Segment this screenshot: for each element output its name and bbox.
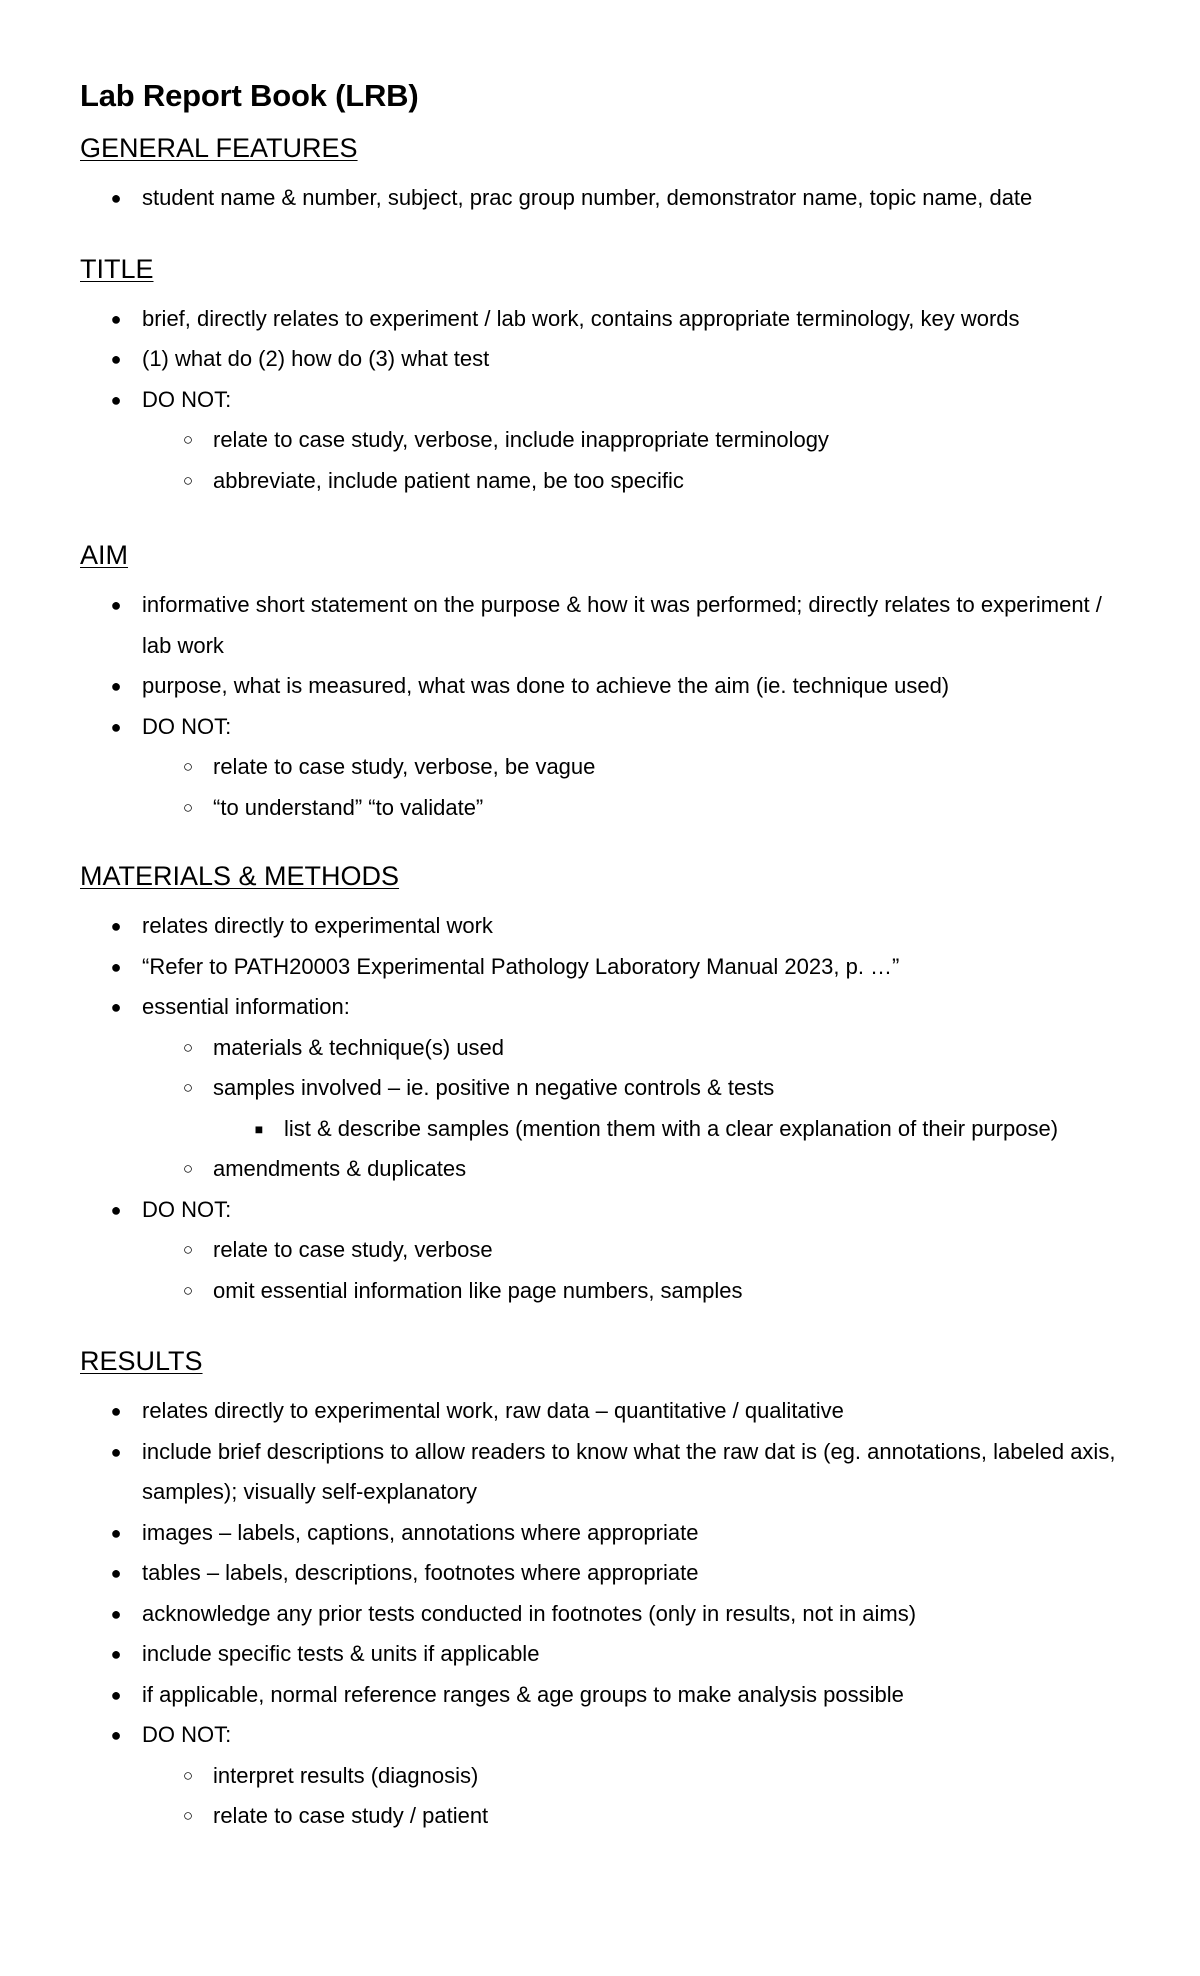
list-item: ○ samples involved – ie. positive n negative controls & tests ■ list & describe samples (mention them with a clear explanation of their purpose) [142, 1068, 1120, 1149]
list-item: ● essential information: ○ materials & technique(s) used ○ samples involved – ie. positive n negative controls & tests ■ list & describe samples (mention them with a clear explanation of their purpose) ○ amendments & duplicates [80, 987, 1120, 1190]
aim-list [80, 585, 1120, 828]
title-list [80, 299, 1120, 502]
bullet-icon: ● [110, 1725, 122, 1745]
hollow-bullet-icon: ○ [182, 1078, 194, 1097]
list-item: ○ relate to case study, verbose [142, 1230, 1120, 1271]
hollow-bullet-icon: ○ [182, 430, 194, 449]
list-item: ● images – labels, captions, annotations where appropriate [80, 1513, 1120, 1554]
hollow-bullet-icon: ○ [182, 1765, 194, 1785]
bullet-icon: ● [110, 389, 122, 410]
list-item: ■ list & describe samples (mention them with a clear explanation of their purpose) [213, 1109, 1120, 1150]
bullet-icon: ● [110, 188, 122, 208]
list-item: ○ abbreviate, include patient name, be too specific [142, 461, 1120, 502]
section-heading-aim: AIM [80, 540, 129, 570]
hollow-bullet-icon: ○ [182, 757, 194, 776]
hollow-bullet-icon: ○ [182, 1037, 194, 1057]
materials-methods-list [80, 906, 1120, 1311]
hollow-bullet-icon: ○ [182, 1806, 194, 1825]
results-list [80, 1391, 1120, 1837]
bullet-icon: ● [110, 1401, 122, 1421]
bullet-icon: ● [110, 1199, 122, 1220]
list-item: ● purpose, what is measured, what was done to achieve the aim (ie. technique used) [80, 666, 1120, 707]
list-item: ○ omit essential information like page numbers, samples [142, 1271, 1120, 1312]
section-title [80, 249, 1120, 502]
aim-do-not-list [142, 747, 1120, 828]
materials-methods-do-not-list [142, 1230, 1120, 1311]
list-item: ● student name & number, subject, prac group number, demonstrator name, topic name, date [80, 178, 1120, 219]
bullet-icon: ● [110, 956, 122, 977]
bullet-icon: ● [110, 1644, 122, 1664]
list-item: ● DO NOT: ○ interpret results (diagnosis) ○ relate to case study / patient [80, 1715, 1120, 1837]
bullet-icon: ● [110, 1603, 122, 1624]
section-general-features [80, 128, 1120, 219]
list-item: ● DO NOT: ○ relate to case study, verbose, include inappropriate terminology ○ abbreviate, include patient name, be too specific [80, 380, 1120, 502]
section-results [80, 1341, 1120, 1837]
list-item: ● if applicable, normal reference ranges & age groups to make analysis possible [80, 1675, 1120, 1716]
hollow-bullet-icon: ○ [182, 1280, 194, 1300]
bullet-icon: ● [110, 1563, 122, 1583]
section-heading-title: TITLE [80, 253, 154, 284]
results-do-not-list [142, 1756, 1120, 1837]
list-item: ○ relate to case study / patient [142, 1796, 1120, 1837]
list-item: ● tables – labels, descriptions, footnotes where appropriate [80, 1553, 1120, 1594]
list-item: ● (1) what do (2) how do (3) what test [80, 339, 1120, 380]
section-heading-results: RESULTS [80, 1346, 203, 1376]
bullet-icon: ● [110, 349, 122, 369]
list-item: ○ amendments & duplicates [142, 1149, 1120, 1190]
general-features-list [80, 178, 1120, 219]
list-item: ● relates directly to experimental work, raw data – quantitative / qualitative [80, 1391, 1120, 1432]
bullet-icon: ● [110, 1441, 122, 1462]
square-bullet-icon: ■ [254, 1120, 264, 1137]
list-item: ● DO NOT: ○ relate to case study, verbose, be vague ○ “to understand” “to validate” [80, 707, 1120, 829]
hollow-bullet-icon: ○ [182, 1240, 194, 1259]
list-item: ○ materials & technique(s) used [142, 1028, 1120, 1069]
bullet-icon: ● [110, 595, 122, 615]
list-item: ● include specific tests & units if applicable [80, 1634, 1120, 1675]
list-item: ● brief, directly relates to experiment / lab work, contains appropriate terminology, key words [80, 299, 1120, 340]
list-item: ● DO NOT: ○ relate to case study, verbose ○ omit essential information like page numbers, samples [80, 1190, 1120, 1312]
bullet-icon: ● [110, 997, 122, 1017]
bullet-icon: ● [110, 1522, 122, 1543]
section-aim [80, 535, 1120, 828]
document-title: Lab Report Book (LRB) [80, 78, 419, 113]
list-item: ● relates directly to experimental work [80, 906, 1120, 947]
section-heading-general-features: GENERAL FEATURES [80, 133, 358, 163]
hollow-bullet-icon: ○ [182, 1159, 194, 1178]
essential-information-list [142, 1028, 1120, 1190]
list-item: ● acknowledge any prior tests conducted in footnotes (only in results, not in aims) [80, 1594, 1120, 1635]
list-item: ● include brief descriptions to allow readers to know what the raw dat is (eg. annotations, labeled axis, samples); visually self-explanatory [80, 1432, 1120, 1513]
title-do-not-list [142, 420, 1120, 501]
list-item: ○ “to understand” “to validate” [142, 788, 1120, 829]
bullet-icon: ● [110, 916, 122, 936]
list-item: ○ interpret results (diagnosis) [142, 1756, 1120, 1797]
list-item: ○ relate to case study, verbose, include inappropriate terminology [142, 420, 1120, 461]
bullet-icon: ● [110, 716, 122, 737]
list-item: ● informative short statement on the purpose & how it was performed; directly relates to experiment / lab work [80, 585, 1120, 666]
hollow-bullet-icon: ○ [182, 797, 194, 817]
list-item: ○ relate to case study, verbose, be vague [142, 747, 1120, 788]
bullet-icon: ● [110, 676, 122, 696]
hollow-bullet-icon: ○ [182, 470, 194, 490]
section-materials-methods [80, 856, 1120, 1311]
bullet-icon: ● [110, 1684, 122, 1705]
section-heading-materials-methods: MATERIALS & METHODS [80, 861, 400, 891]
bullet-icon: ● [110, 308, 122, 329]
list-item: ● “Refer to PATH20003 Experimental Pathology Laboratory Manual 2023, p. …” [80, 947, 1120, 988]
samples-sub-list [213, 1109, 1120, 1150]
